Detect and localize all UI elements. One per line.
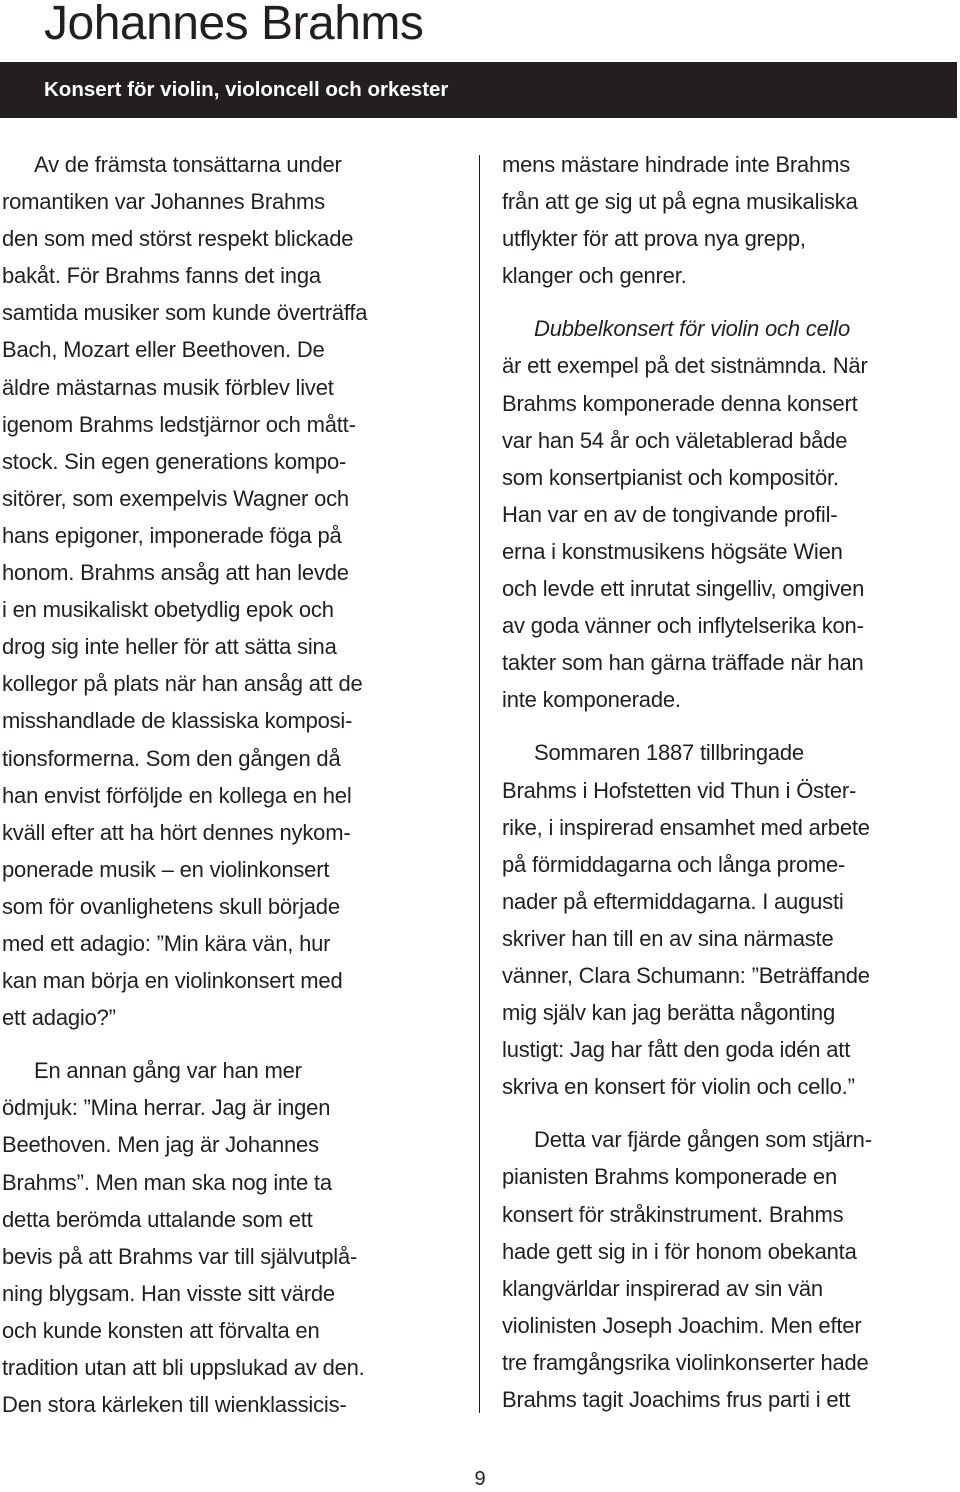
text-line: nader på eftermiddagarna. I augusti	[502, 888, 844, 914]
text-line: Beethoven. Men jag är Johannes	[2, 1132, 319, 1158]
text-line: ödmjuk: ”Mina herrar. Jag är ingen	[2, 1095, 331, 1121]
paragraph	[502, 310, 960, 718]
text-line: stock. Sin egen generations kompo-	[2, 448, 347, 474]
text-line: och kunde konsten att förvalta en	[2, 1317, 320, 1343]
text-line: och levde ett inrutat singelliv, omgiven	[502, 576, 865, 602]
text-line: ett adagio?”	[2, 1005, 116, 1031]
text-line: misshandlade de klassiska komposi-	[2, 708, 353, 734]
text-line: ning blygsam. Han visste sitt värde	[2, 1280, 335, 1306]
text-line: den som med störst respekt blickade	[2, 226, 354, 252]
text-line: vänner, Clara Schumann: ”Beträffande	[502, 962, 870, 988]
text-line: igenom Brahms ledstjärnor och mått-	[2, 411, 356, 437]
text-line: mig själv kan jag berätta någonting	[502, 1000, 835, 1026]
text-line: skriver han till en av sina närmaste	[502, 925, 834, 951]
right-text-column	[502, 146, 960, 1418]
text-line: utflykter för att prova nya grepp,	[502, 226, 806, 252]
text-line: tre framgångsrika violinkonserter hade	[502, 1349, 869, 1375]
text-line: lustigt: Jag har fått den goda idén att	[502, 1037, 851, 1063]
text-line: inte komponerade.	[502, 687, 681, 713]
text-line: violinisten Joseph Joachim. Men efter	[502, 1312, 862, 1338]
text-line: konsert för stråkinstrument. Brahms	[502, 1201, 844, 1227]
text-line: hans epigoner, imponerade föga på	[2, 522, 342, 548]
text-line: rike, i inspirerad ensamhet med arbete	[502, 814, 870, 840]
text-line: skriva en konsert för violin och cello.”	[502, 1074, 855, 1100]
text-line: kollegor på plats när han ansåg att de	[2, 671, 363, 697]
text-line: Brahms i Hofstetten vid Thun i Öster-	[502, 777, 857, 803]
text-line: tionsformerna. Som den gången då	[2, 745, 341, 771]
paragraph-gap	[502, 1105, 960, 1121]
text-line: som konsertpianist och kompositör.	[502, 464, 839, 490]
text-line: Brahms komponerade denna konsert	[502, 390, 858, 416]
text-line: av goda vänner och inflytelserika kon-	[502, 613, 864, 639]
text-line: klanger och genrer.	[502, 263, 687, 289]
text-line: Den stora kärleken till wienklassicis-	[2, 1392, 347, 1418]
text-line: pianisten Brahms komponerade en	[502, 1164, 838, 1190]
text-line: Av de främsta tonsättarna under	[34, 152, 342, 177]
paragraph	[2, 1052, 462, 1423]
text-line: han envist förföljde en kollega en hel	[2, 782, 352, 808]
paragraph	[502, 734, 960, 1105]
left-text-column	[2, 146, 462, 1423]
text-line: mens mästare hindrade inte Brahms	[502, 152, 851, 177]
text-line: drog sig inte heller för att sätta sina	[2, 634, 337, 660]
text-line: klangvärldar inspirerad av sin vän	[502, 1275, 823, 1301]
text-line: bevis på att Brahms var till självutplå-	[2, 1243, 358, 1269]
text-line: kväll efter att ha hört dennes nykom-	[2, 819, 351, 845]
subtitle-text: Konsert för violin, violoncell och orkester	[44, 78, 449, 101]
paragraph-gap	[502, 294, 960, 310]
paragraph	[502, 1121, 960, 1418]
text-line: Sommaren 1887 tillbringade	[534, 740, 804, 766]
text-line: samtida musiker som kunde överträffa	[2, 300, 368, 326]
text-line: är ett exempel på det sistnämnda. När	[502, 353, 868, 379]
text-line: sitörer, som exempelvis Wagner och	[2, 485, 349, 511]
text-line: Detta var fjärde gången som stjärn-	[534, 1127, 872, 1153]
text-line: kan man börja en violinkonsert med	[2, 968, 343, 994]
text-line: Brahms”. Men man ska nog inte ta	[2, 1169, 332, 1195]
subtitle-banner	[0, 62, 957, 118]
text-line: Dubbelkonsert för violin och cello	[534, 316, 851, 342]
text-line: som för ovanlighetens skull började	[2, 893, 340, 919]
text-line: hade gett sig in i för honom obekanta	[502, 1238, 857, 1264]
text-line: bakåt. För Brahms fanns det inga	[2, 263, 321, 289]
text-line: i en musikaliskt obetydlig epok och	[2, 597, 334, 623]
paragraph	[502, 146, 960, 294]
page-number: 9	[474, 1468, 486, 1490]
text-line: Han var en av de tongivande profil-	[502, 501, 838, 527]
text-line: på förmiddagarna och långa prome-	[502, 851, 846, 877]
text-line: äldre mästarnas musik förblev livet	[2, 374, 334, 400]
text-line: med ett adagio: ”Min kära vän, hur	[2, 930, 331, 956]
page-title: Johannes Brahms	[44, 0, 424, 50]
text-line: var han 54 år och väletablerad både	[502, 427, 848, 453]
paragraph-gap	[502, 718, 960, 734]
paragraph-gap	[2, 1036, 462, 1052]
text-line: ponerade musik – en violinkonsert	[2, 856, 330, 882]
text-line: detta berömda uttalande som ett	[2, 1206, 313, 1232]
text-line: honom. Brahms ansåg att han levde	[2, 560, 349, 586]
text-line: takter som han gärna träffade när han	[502, 650, 864, 676]
text-line: från att ge sig ut på egna musikaliska	[502, 189, 858, 215]
column-divider	[479, 155, 480, 1413]
text-line: erna i konstmusikens högsäte Wien	[502, 538, 843, 564]
text-line: Brahms tagit Joachims frus parti i ett	[502, 1387, 851, 1412]
paragraph	[2, 146, 462, 1036]
text-line: Bach, Mozart eller Beethoven. De	[2, 337, 325, 363]
text-line: En annan gång var han mer	[34, 1058, 302, 1084]
text-line: romantiken var Johannes Brahms	[2, 189, 325, 215]
text-line: tradition utan att bli uppslukad av den.	[2, 1355, 365, 1380]
